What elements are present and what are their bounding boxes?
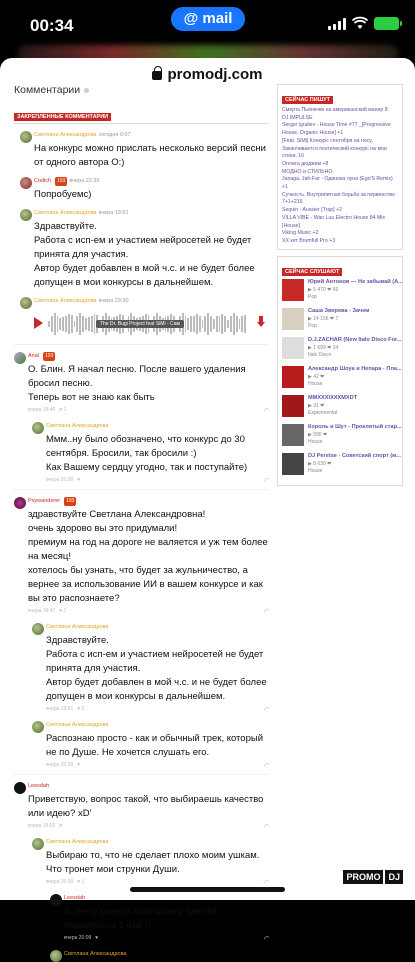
talk-link[interactable]: Sequin - Aussier [Trap] +2 bbox=[282, 207, 342, 214]
mail-app-pill[interactable]: @ mail bbox=[171, 7, 245, 31]
track-item[interactable] bbox=[282, 336, 402, 362]
avatar[interactable] bbox=[32, 838, 44, 850]
track-genre: Italo Disco bbox=[308, 351, 332, 358]
download-icon[interactable] bbox=[257, 316, 265, 328]
like-count: 2 bbox=[81, 706, 85, 712]
comment-meta bbox=[34, 297, 269, 306]
watermark-dj: DJ bbox=[385, 870, 403, 884]
comment bbox=[32, 623, 269, 714]
listening-now-box bbox=[277, 256, 403, 486]
track-item[interactable] bbox=[282, 308, 398, 333]
comment-text: Попробуемс) bbox=[34, 189, 92, 200]
track-genre: House bbox=[308, 467, 323, 474]
comment-footer bbox=[28, 405, 269, 415]
comment bbox=[14, 497, 269, 616]
comment-text: О. Блин. Я начал песню. После вашего удаления бросил песню. Теперь вот не знаю как быть bbox=[28, 364, 246, 403]
comment-date: вчера 20:00 bbox=[46, 879, 74, 885]
listening-now-list bbox=[282, 278, 403, 478]
author-name[interactable]: Leesdah bbox=[64, 895, 86, 901]
comment-body bbox=[32, 721, 269, 770]
rating-badge: 193 bbox=[45, 353, 54, 359]
comment-meta bbox=[46, 721, 269, 730]
track-item[interactable] bbox=[282, 365, 402, 391]
comment bbox=[32, 721, 269, 770]
talk-link[interactable]: [Feat. SiMi] Конкурс сентября на носу. Заканчивается поэтический конкурс на мои стихи. 16 bbox=[282, 137, 387, 160]
comments-column bbox=[14, 84, 269, 959]
track-cover[interactable] bbox=[282, 279, 304, 301]
comment-meta bbox=[28, 782, 269, 791]
track-item[interactable] bbox=[282, 423, 402, 449]
talking-now-heading: СЕЙЧАС ПИШУТ bbox=[282, 96, 333, 104]
comment-footer bbox=[64, 933, 269, 943]
reply-icon[interactable]: ⤺ bbox=[263, 477, 269, 483]
comment-date: вчера 20:09 bbox=[64, 935, 92, 941]
talk-link[interactable]: Sergei Igraliev - House Time #77 _[Progressive House, Organic House] +1 bbox=[282, 122, 391, 137]
reply-icon[interactable]: ⤺ bbox=[263, 935, 269, 941]
clock: 00:34 bbox=[30, 16, 74, 35]
comment-footer bbox=[46, 475, 269, 485]
track-stats: ▶ 42 ❤ bbox=[308, 373, 325, 380]
comment bbox=[32, 838, 269, 887]
comment bbox=[50, 950, 269, 959]
track-item[interactable] bbox=[282, 452, 401, 478]
battery-icon bbox=[374, 17, 399, 30]
comment bbox=[50, 894, 269, 943]
author-name[interactable]: Светлана Александрова bbox=[46, 423, 109, 429]
talk-link[interactable]: Janaga, Jah-Far - Одинока луна (Ego'S Remix) +1 bbox=[282, 176, 393, 191]
comment-meta bbox=[46, 623, 269, 632]
track-title[interactable]: The Dr. Bugi Project feat SiMi - Сам bbox=[96, 320, 184, 328]
comment bbox=[14, 352, 269, 415]
pinned-comment bbox=[20, 177, 269, 202]
divider bbox=[14, 344, 269, 345]
avatar[interactable] bbox=[20, 297, 32, 309]
comment-meta bbox=[64, 950, 269, 959]
comment-footer bbox=[46, 877, 269, 887]
talk-link[interactable]: XX кет Brumfull Pro +3 bbox=[282, 237, 336, 244]
avatar[interactable] bbox=[14, 352, 26, 364]
comment-date: вчера 19:51 bbox=[46, 706, 74, 712]
comment-date: вчера 20:09 bbox=[46, 477, 74, 483]
track-name[interactable]: MMXXXIXXXMXDT bbox=[308, 394, 358, 401]
info-icon bbox=[84, 88, 89, 93]
track-stats: ▶ 31 ❤ bbox=[308, 402, 325, 409]
author-name[interactable]: Светлана Александрова bbox=[34, 298, 97, 304]
comment-text: Выбираю то, что не сделает плохо моим ушкам. Что тронет мои струнки Души. bbox=[46, 850, 260, 875]
talk-link[interactable]: VILLA VIBE - Wan Luu Electro House 84 Mix [House] bbox=[282, 214, 386, 229]
track-stats: ▶ 5 470 ❤ 69 bbox=[308, 286, 339, 293]
comment-body bbox=[14, 352, 269, 415]
comment-footer bbox=[28, 606, 269, 616]
avatar[interactable] bbox=[32, 721, 44, 733]
track-cover[interactable] bbox=[282, 308, 304, 330]
comment-text: В личку скинул колибровку сделай пожалуйста 1 или 0 bbox=[64, 906, 217, 931]
watermark-promo: PROMO bbox=[343, 870, 383, 884]
play-icon[interactable] bbox=[34, 317, 43, 329]
track-genre: House bbox=[308, 380, 323, 387]
comment-body bbox=[20, 177, 269, 202]
comment-text: Здравствуйте. Работа с исп-ем и участием нейросетей не будет принята для участия. Автор будет добавлен в мой ч.с. и не будет более допущен в мои конкурсы в дальнейшем. bbox=[46, 635, 267, 702]
comment-body bbox=[20, 209, 269, 290]
comment-footer bbox=[46, 704, 269, 714]
reply-icon[interactable]: ⤺ bbox=[263, 706, 269, 712]
comment-date: вчера 19:47 bbox=[28, 608, 56, 614]
like-icon[interactable]: ♥ bbox=[59, 608, 64, 614]
like-icon[interactable]: ♥ bbox=[59, 823, 63, 829]
wifi-icon bbox=[352, 18, 368, 30]
sidebar bbox=[277, 84, 403, 492]
comment-body bbox=[32, 422, 269, 485]
track-name[interactable]: DJ Peretse - Советский спорт (м... bbox=[308, 452, 401, 459]
reply-icon[interactable]: ⤺ bbox=[263, 879, 269, 885]
comment-date: вчера 23:30 bbox=[98, 298, 129, 304]
track-cover[interactable] bbox=[282, 424, 304, 446]
pinned-comments bbox=[14, 123, 269, 340]
author-name[interactable]: Светлана Александрова bbox=[46, 624, 109, 630]
author-name[interactable]: Psywanderer bbox=[28, 498, 61, 504]
avatar[interactable] bbox=[20, 177, 32, 189]
track-item[interactable] bbox=[282, 278, 403, 304]
comment-meta bbox=[28, 497, 269, 506]
comment-meta bbox=[34, 177, 269, 186]
reply-icon[interactable]: ⤺ bbox=[263, 608, 269, 614]
comment-body bbox=[20, 297, 269, 336]
comment-body bbox=[32, 623, 269, 714]
talk-link[interactable]: Сучкость. Внутрипитная борьба за первенство 7+1+216 bbox=[282, 191, 395, 206]
comment-body bbox=[50, 894, 269, 943]
avatar[interactable] bbox=[32, 623, 44, 635]
author-name[interactable]: Светлана Александрова bbox=[46, 722, 109, 728]
like-icon[interactable]: ♥ bbox=[77, 762, 81, 768]
comment-body bbox=[14, 782, 269, 831]
comment-meta bbox=[28, 352, 269, 361]
comment-text: здравствуйте Светлана Александровна! очень здорово вы это придумали! премиум на год на дороге не валяется и уж тем более на месяц! хотелось бы узнать, что будет за жульничество, а вернее за использование ИИ в вашем конкурсе и как вы это распознаете? bbox=[28, 509, 268, 604]
comment-date: вчера 20:09 bbox=[46, 762, 74, 768]
comment-date: вчера 19:40 bbox=[28, 407, 56, 413]
track-cover[interactable] bbox=[282, 453, 304, 475]
comment-text: Распознаю просто - как и обычный трек, который не по Душе. Не хочется слушать его. bbox=[46, 733, 264, 758]
comment-body bbox=[32, 838, 269, 887]
avatar[interactable] bbox=[20, 209, 32, 221]
author-name[interactable]: Светлана Александрова bbox=[64, 951, 127, 957]
like-count: 1 bbox=[81, 879, 85, 885]
track-genre: Pop bbox=[308, 293, 317, 300]
talk-link[interactable]: DJ IMPULSE bbox=[282, 114, 313, 121]
talk-link[interactable]: Оплата дюджем +8 bbox=[282, 160, 329, 167]
comment-footer bbox=[28, 821, 269, 831]
comments-title: Комментарии bbox=[14, 84, 81, 96]
avatar[interactable] bbox=[50, 950, 62, 962]
avatar[interactable] bbox=[20, 131, 32, 143]
author-name[interactable]: Светлана Александрова bbox=[34, 210, 97, 216]
comment-date: вчера 19:52 bbox=[28, 823, 56, 829]
divider bbox=[14, 774, 269, 775]
home-indicator[interactable] bbox=[130, 887, 285, 892]
comment-date: сегодня 0:07 bbox=[98, 132, 131, 138]
url-text: promodj.com bbox=[167, 66, 263, 83]
author-name[interactable]: Светлана Александрова bbox=[46, 839, 109, 845]
talking-now-box bbox=[277, 84, 403, 250]
talking-now-list bbox=[282, 107, 398, 246]
reply-icon[interactable]: ⤺ bbox=[263, 407, 269, 413]
comment-date: вчера 19:51 bbox=[98, 210, 129, 216]
like-icon[interactable]: ♥ bbox=[77, 477, 81, 483]
track-genre: House bbox=[308, 438, 323, 445]
comment-meta bbox=[46, 838, 269, 847]
comment-body bbox=[50, 950, 269, 959]
lock-icon bbox=[152, 71, 162, 80]
comment-text: Приветствую, вопрос такой, что выбираешь качество или идею? xD' bbox=[28, 794, 264, 819]
author-name[interactable]: Anal bbox=[28, 353, 40, 359]
comment-text: На конкурс можно прислать несколько версий песни от одного автора О:) bbox=[34, 143, 266, 168]
comment-text: Ммм..ну было обозначено, что конкурс до 30 сентября. Бросили, так бросили :) Как Вашему сердцу угодно, так и поступайте) bbox=[46, 434, 248, 473]
track-stats: ▶ 14 156 ❤ 7 bbox=[308, 315, 339, 322]
comment-meta bbox=[64, 894, 269, 903]
author-name[interactable]: Codich bbox=[34, 178, 52, 184]
reply-icon[interactable]: ⤺ bbox=[263, 762, 269, 768]
divider bbox=[14, 489, 269, 490]
track-name[interactable]: Король и Шут - Проклятый стар... bbox=[308, 423, 402, 430]
status-bar bbox=[0, 0, 415, 40]
talk-link[interactable]: Смерть Пьянечки на американский манер 8 bbox=[282, 107, 388, 113]
like-icon[interactable]: ♥ bbox=[95, 935, 99, 941]
track-name[interactable]: Юрий Антонов — Не забывай (А... bbox=[308, 278, 403, 285]
comment-meta bbox=[34, 131, 269, 140]
promodj-watermark bbox=[343, 870, 403, 884]
pinned-comment bbox=[20, 209, 269, 290]
reply-icon[interactable]: ⤺ bbox=[263, 823, 269, 829]
comment-footer bbox=[46, 760, 269, 770]
track-cover[interactable] bbox=[282, 366, 304, 388]
status-icons bbox=[328, 17, 399, 30]
comment-text: Здравствуйте. Работа с исп-ем и участием нейросетей не будет принята для участия. Автор будет добавлен в мой ч.с. и не будет более допущен в мои конкурсы в дальнейшем. bbox=[34, 221, 255, 288]
track-stats: ▶ 590 ❤ bbox=[308, 431, 328, 438]
signal-icon bbox=[328, 18, 346, 30]
track-cover[interactable] bbox=[282, 395, 304, 417]
avatar[interactable] bbox=[14, 782, 26, 794]
author-name[interactable]: Leesdah bbox=[28, 783, 50, 789]
rating-badge: 193 bbox=[57, 178, 66, 184]
pinned-comment bbox=[20, 131, 269, 170]
track-name[interactable]: Саша Зверева - Зачем bbox=[308, 307, 370, 314]
audio-player bbox=[34, 312, 269, 336]
comment-body bbox=[14, 497, 269, 616]
comment-list bbox=[14, 344, 269, 959]
track-name[interactable]: D.J.ZACHAR (New Italo Disco For... bbox=[308, 336, 402, 343]
track-genre: Pop bbox=[308, 322, 317, 329]
like-icon[interactable]: ♥ bbox=[77, 879, 82, 885]
track-name[interactable]: Александр Шоуа и Непара - Пла... bbox=[308, 365, 402, 372]
track-stats: ▶ 1 699 ❤ 24 bbox=[308, 344, 339, 351]
comment bbox=[32, 422, 269, 485]
like-icon[interactable]: ♥ bbox=[77, 706, 82, 712]
like-count: 1 bbox=[63, 407, 67, 413]
comment-date: вчера 22:39 bbox=[69, 178, 100, 184]
rating-badge: 193 bbox=[66, 498, 75, 504]
like-icon[interactable]: ♥ bbox=[59, 407, 64, 413]
talk-link[interactable]: МОДНО и СТИЛЬНО bbox=[282, 168, 333, 175]
like-count: 1 bbox=[63, 608, 67, 614]
comment bbox=[14, 782, 269, 831]
comment-meta bbox=[34, 209, 269, 218]
pinned-comment bbox=[20, 297, 269, 336]
track-stats: ▶ 8 630 ❤ bbox=[308, 460, 332, 467]
browser-sheet bbox=[0, 58, 415, 957]
track-cover[interactable] bbox=[282, 337, 304, 359]
avatar[interactable] bbox=[32, 422, 44, 434]
author-name[interactable]: Светлана Александрова bbox=[34, 132, 97, 138]
listening-now-heading: СЕЙЧАС СЛУШАЮТ bbox=[282, 268, 342, 276]
track-item[interactable] bbox=[282, 395, 398, 420]
talk-link[interactable]: Viking Music +2 bbox=[282, 230, 319, 237]
pinned-label: ЗАКРЕПЛЕННЫЕ КОММЕНТАРИИ bbox=[14, 113, 111, 121]
comment-body bbox=[20, 131, 269, 170]
comment-meta bbox=[46, 422, 269, 431]
comments-heading bbox=[14, 84, 269, 96]
track-genre: Experimental bbox=[308, 409, 338, 416]
avatar[interactable] bbox=[14, 497, 26, 509]
avatar[interactable] bbox=[50, 894, 62, 906]
